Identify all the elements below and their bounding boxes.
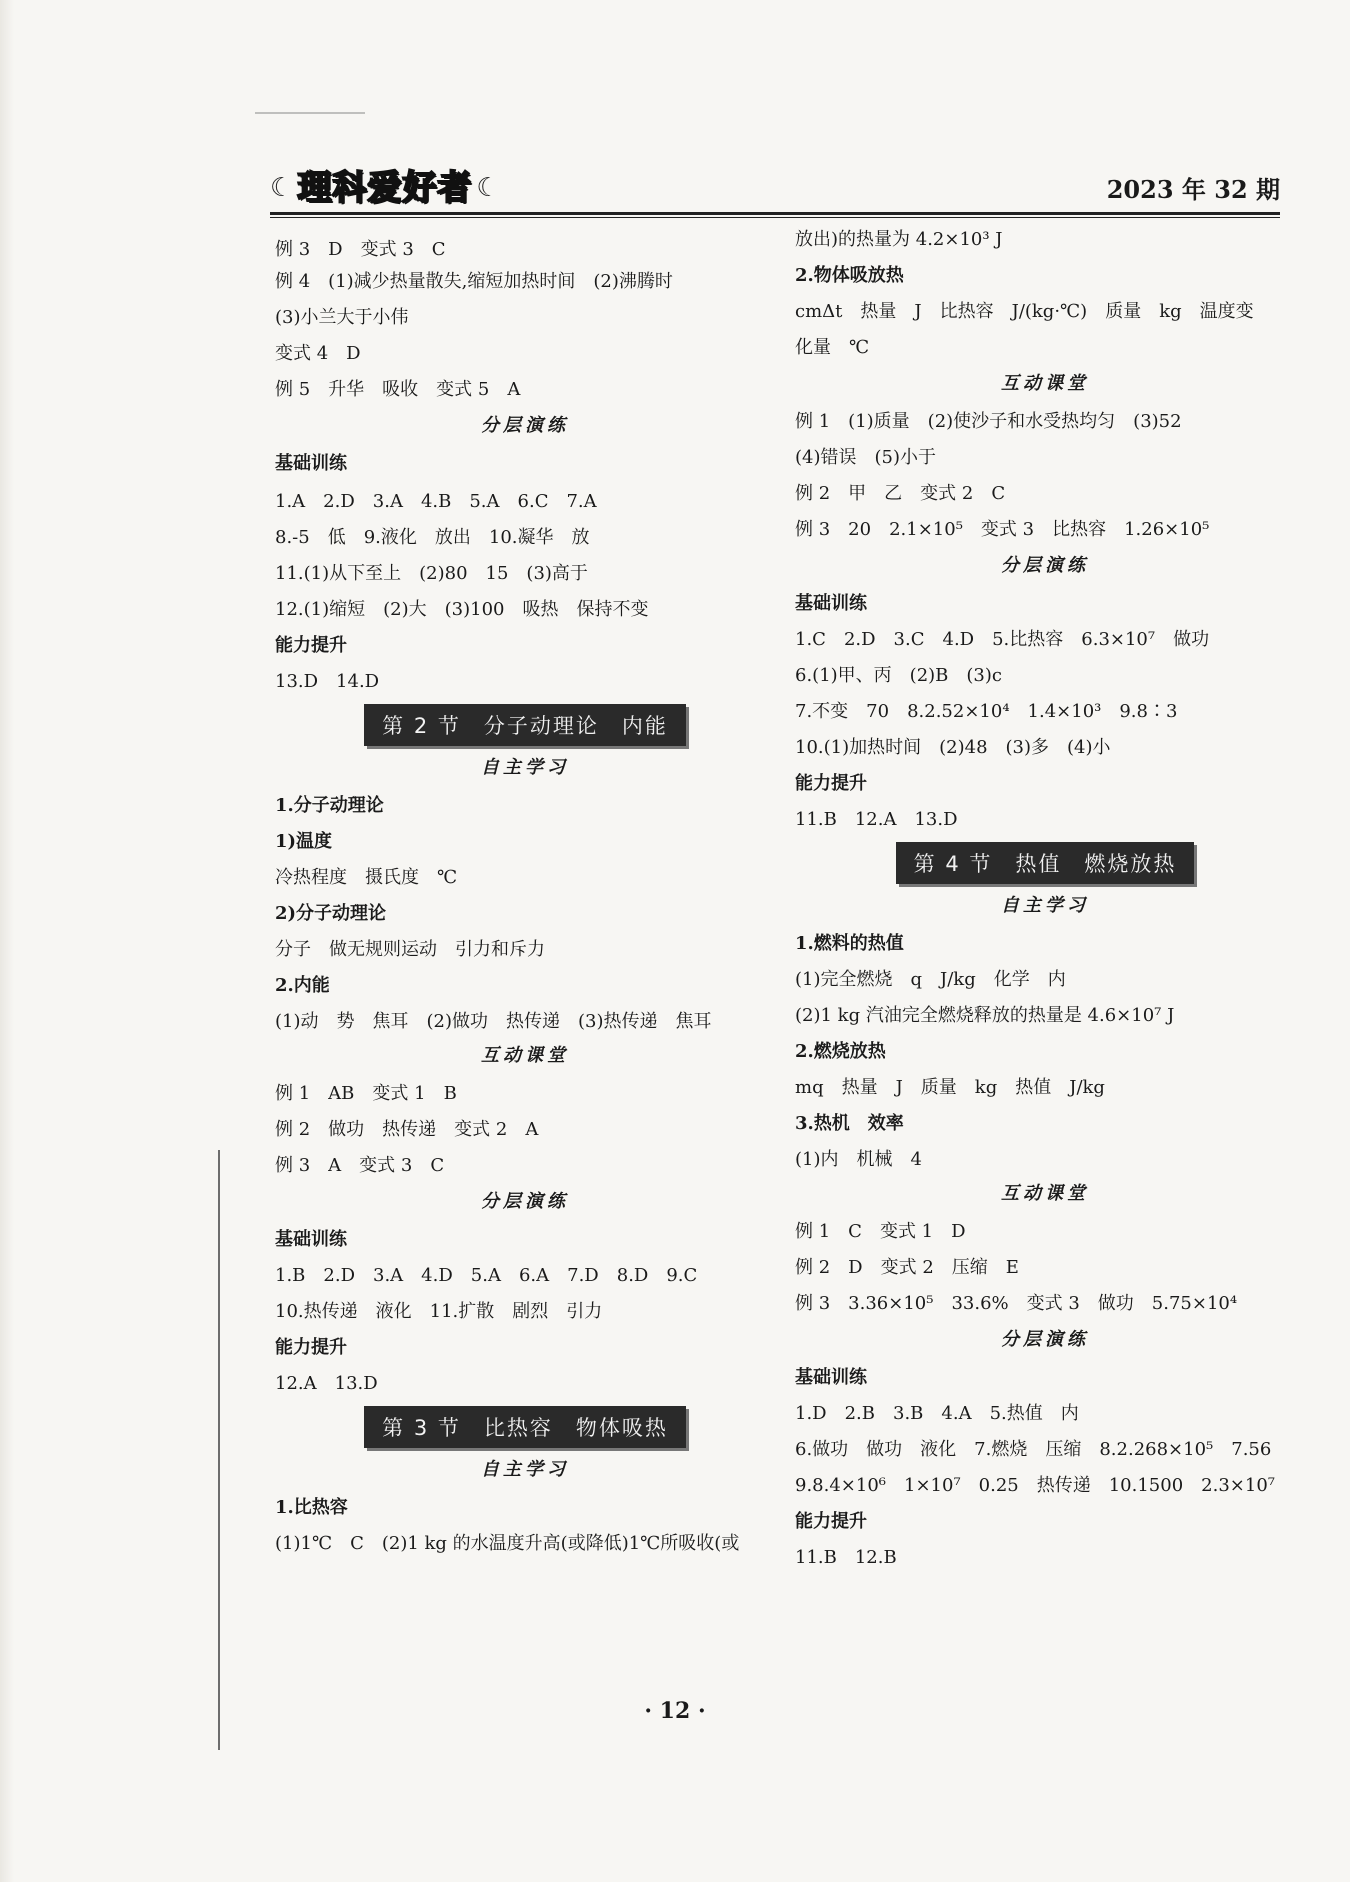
answer-line: 9.8.4×10⁶ 1×10⁷ 0.25 热传递 10.1500 2.3×10⁷ xyxy=(795,1475,1275,1496)
answer-line: mq 热量 J 质量 kg 热值 J/kg xyxy=(795,1077,1105,1098)
scan-margin-line xyxy=(218,1150,220,1750)
answer-line: 例 2 D 变式 2 压缩 E xyxy=(795,1257,1019,1278)
topic-heading: 能力提升 xyxy=(795,773,867,794)
answer-line: 1.B 2.D 3.A 4.D 5.A 6.A 7.D 8.D 9.C xyxy=(275,1265,698,1286)
page-number: · 12 · xyxy=(644,1698,706,1724)
issue-number: 2023 年 32 期 xyxy=(1106,175,1280,204)
answer-line: 10.热传递 液化 11.扩散 剧烈 引力 xyxy=(275,1301,603,1322)
answer-line: 12.A 13.D xyxy=(275,1373,378,1394)
subsection-heading: 互动课堂 xyxy=(1001,1183,1089,1204)
topic-heading: 1.分子动理论 xyxy=(275,795,384,816)
answer-line: 例 3 D 变式 3 C xyxy=(275,239,446,260)
answer-line: 11.B 12.B xyxy=(795,1547,897,1568)
answer-line: 8.-5 低 9.液化 放出 10.凝华 放 xyxy=(275,527,590,548)
subsection-heading: 自主学习 xyxy=(1001,895,1089,916)
subsection-heading: 自主学习 xyxy=(481,757,569,778)
answer-line: 1.C 2.D 3.C 4.D 5.比热容 6.3×10⁷ 做功 xyxy=(795,629,1210,650)
subsection-heading: 自主学习 xyxy=(481,1459,569,1480)
subsection-heading: 互动课堂 xyxy=(481,1045,569,1066)
topic-heading: 基础训练 xyxy=(275,1229,347,1250)
scan-mark xyxy=(255,112,365,114)
topic-heading: 2.物体吸放热 xyxy=(795,265,904,286)
answer-line: 例 2 做功 热传递 变式 2 A xyxy=(275,1119,539,1140)
right-column xyxy=(795,228,1295,1570)
answer-line: 例 3 20 2.1×10⁵ 变式 3 比热容 1.26×10⁵ xyxy=(795,519,1210,540)
answer-line: 12.(1)缩短 (2)大 (3)100 吸热 保持不变 xyxy=(275,599,649,620)
answer-line: (3)小兰大于小伟 xyxy=(275,307,409,328)
answer-line: 1.A 2.D 3.A 4.B 5.A 6.C 7.A xyxy=(275,491,597,512)
section-banner xyxy=(275,1406,775,1448)
answer-line: (2)1 kg 汽油完全燃烧释放的热量是 4.6×10⁷ J xyxy=(795,1005,1175,1026)
answer-line: 例 4 (1)减少热量散失,缩短加热时间 (2)沸腾时 xyxy=(275,271,673,292)
section-title: 第 4 节 热值 燃烧放热 xyxy=(896,842,1195,884)
answer-line: 11.(1)从下至上 (2)80 15 (3)高于 xyxy=(275,563,588,584)
topic-heading: 能力提升 xyxy=(795,1511,867,1532)
answer-line: 6.做功 做功 液化 7.燃烧 压缩 8.2.268×10⁵ 7.56 xyxy=(795,1439,1272,1460)
topic-heading: 2.燃烧放热 xyxy=(795,1041,886,1062)
topic-heading: 1.燃料的热值 xyxy=(795,933,904,954)
scan-edge xyxy=(0,0,14,1882)
answer-line: 1.D 2.B 3.B 4.A 5.热值 内 xyxy=(795,1403,1079,1424)
moon-icon: ☾ xyxy=(270,173,294,203)
topic-heading: 2.内能 xyxy=(275,975,330,996)
answer-line: 7.不变 70 8.2.52×10⁴ 1.4×10³ 9.8∶3 xyxy=(795,701,1178,722)
topic-heading: 2)分子动理论 xyxy=(275,903,387,924)
header-rule xyxy=(270,212,1280,215)
answer-line: (1)1℃ C (2)1 kg 的水温度升高(或降低)1℃所吸收(或 xyxy=(275,1533,740,1554)
header-rule-thin xyxy=(270,217,1280,218)
answer-line: 例 3 3.36×10⁵ 33.6% 变式 3 做功 5.75×10⁴ xyxy=(795,1293,1238,1314)
topic-heading: 基础训练 xyxy=(795,1367,867,1388)
answer-line: cmΔt 热量 J 比热容 J/(kg·℃) 质量 kg 温度变 xyxy=(795,301,1254,322)
answer-line: 10.(1)加热时间 (2)48 (3)多 (4)小 xyxy=(795,737,1111,758)
answer-line: 冷热程度 摄氏度 ℃ xyxy=(275,867,458,888)
answer-line: 例 1 (1)质量 (2)使沙子和水受热均匀 (3)52 xyxy=(795,411,1182,432)
topic-heading: 能力提升 xyxy=(275,1337,347,1358)
section-banner xyxy=(275,704,775,746)
subsection-heading: 分层演练 xyxy=(1001,1329,1089,1350)
answer-line: (1)内 机械 4 xyxy=(795,1149,922,1170)
moon-icon: ☾ xyxy=(476,173,500,203)
answer-line: 6.(1)甲、丙 (2)B (3)c xyxy=(795,665,1002,686)
answer-line: 放出)的热量为 4.2×10³ J xyxy=(795,229,1003,250)
answer-line: 例 1 AB 变式 1 B xyxy=(275,1083,457,1104)
topic-heading: 1)温度 xyxy=(275,831,333,852)
subsection-heading: 互动课堂 xyxy=(1001,373,1089,394)
section-banner xyxy=(795,842,1295,884)
answer-line: 例 1 C 变式 1 D xyxy=(795,1221,966,1242)
topic-heading: 3.热机 效率 xyxy=(795,1113,904,1134)
answer-line: 分子 做无规则运动 引力和斥力 xyxy=(275,939,545,960)
topic-heading: 基础训练 xyxy=(795,593,867,614)
answer-line: 11.B 12.A 13.D xyxy=(795,809,958,830)
section-title: 第 3 节 比热容 物体吸热 xyxy=(364,1406,686,1448)
answer-line: 例 2 甲 乙 变式 2 C xyxy=(795,483,1006,504)
section-title: 第 2 节 分子动理论 内能 xyxy=(364,704,686,746)
answer-line: (4)错误 (5)小于 xyxy=(795,447,936,468)
left-column xyxy=(275,238,775,1568)
subsection-heading: 分层演练 xyxy=(481,1191,569,1212)
answer-line: 化量 ℃ xyxy=(795,337,870,358)
topic-heading: 1.比热容 xyxy=(275,1497,348,1518)
answer-line: 13.D 14.D xyxy=(275,671,380,692)
answer-line: (1)完全燃烧 q J/kg 化学 内 xyxy=(795,969,1066,990)
answer-line: 变式 4 D xyxy=(275,343,361,364)
topic-heading: 能力提升 xyxy=(275,635,347,656)
subsection-heading: 分层演练 xyxy=(481,415,569,436)
answer-line: 例 5 升华 吸收 变式 5 A xyxy=(275,379,521,400)
answer-line: (1)动 势 焦耳 (2)做功 热传递 (3)热传递 焦耳 xyxy=(275,1011,712,1032)
topic-heading: 基础训练 xyxy=(275,453,347,474)
subsection-heading: 分层演练 xyxy=(1001,555,1089,576)
magazine-logo xyxy=(270,168,500,208)
logo-text: 理科爱好者 xyxy=(297,168,473,208)
answer-line: 例 3 A 变式 3 C xyxy=(275,1155,445,1176)
page-header xyxy=(270,168,1280,216)
